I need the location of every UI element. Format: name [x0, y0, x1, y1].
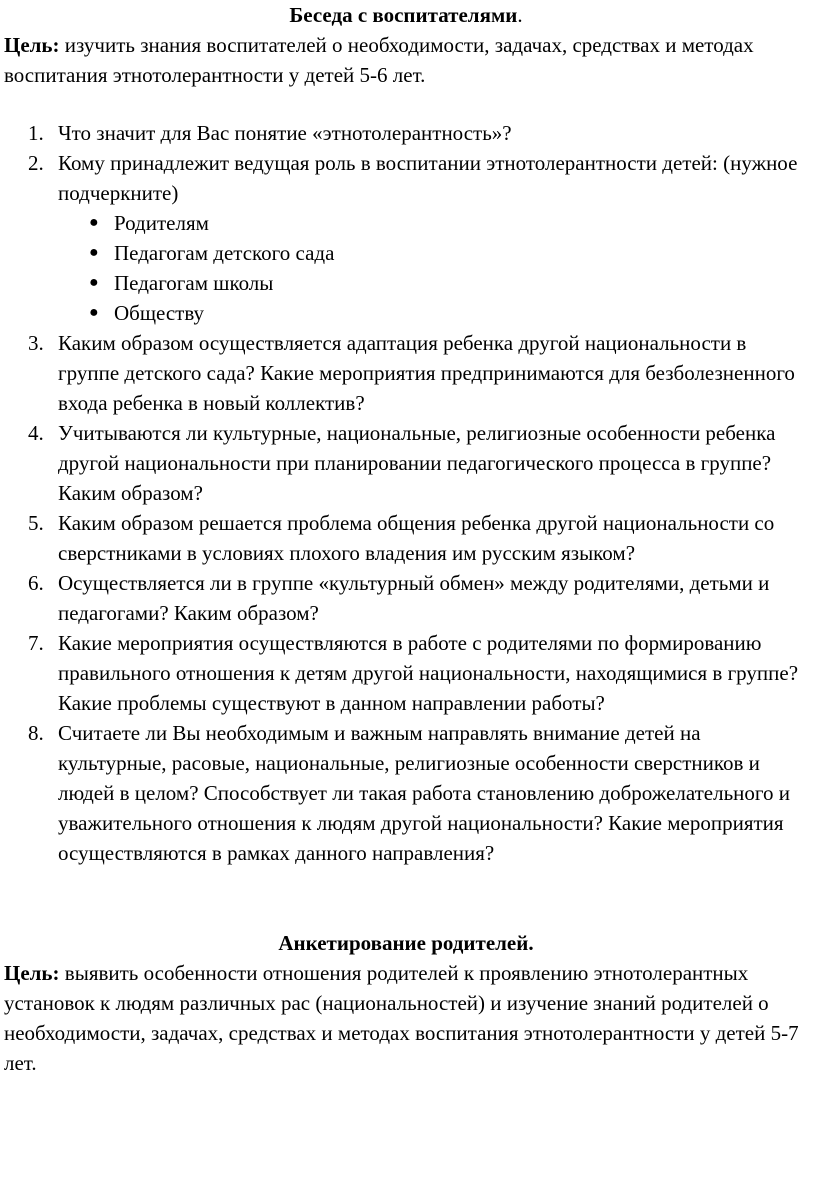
question-number: 6.: [28, 571, 44, 595]
question-number: 5.: [28, 511, 44, 535]
question-text: Считаете ли Вы необходимым и важным направлять внимание детей на культурные, расовые, национальные, религиозные особенности сверстников и людей в целом? Способствует ли такая работа становлению доброжелательного и уважительного отношения к людям другой национальности? Какие мероприятия осуществляются в рамках данного направления?: [58, 721, 790, 865]
question-number: 1.: [28, 121, 44, 145]
bullet-icon: ●: [89, 274, 99, 291]
bullet-icon: ●: [89, 214, 99, 231]
question-number: 2.: [28, 151, 44, 175]
question-item: [4, 718, 808, 868]
goal-paragraph-parents: [4, 958, 808, 1078]
answer-option-text: Педагогам детского сада: [114, 241, 335, 265]
section-title-educators: [4, 0, 808, 30]
goal-text: изучить знания воспитателей о необходимости, задачах, средствах и методах воспитания этнотолерантности у детей 5-6 лет.: [4, 33, 754, 87]
goal-label: Цель:: [4, 961, 60, 985]
question-number: 3.: [28, 331, 44, 355]
question-item: [4, 508, 808, 568]
question-item: [4, 328, 808, 418]
question-item: [4, 628, 808, 718]
goal-text: выявить особенности отношения родителей к проявлению этнотолерантных установок к людям различных рас (национальностей) и изучение знаний родителей о необходимости, задачах, средствах и методах воспитания этнотолерантности у детей 5-7 лет.: [4, 961, 799, 1075]
question-text: Осуществляется ли в группе «культурный обмен» между родителями, детьми и педагогами? Каким образом?: [58, 571, 770, 625]
bullet-icon: ●: [89, 304, 99, 321]
goal-paragraph-educators: [4, 30, 808, 90]
question-text: Каким образом решается проблема общения ребенка другой национальности со сверстниками в условиях плохого владения им русским языком?: [58, 511, 775, 565]
question-number: 8.: [28, 721, 44, 745]
question-text: Какие мероприятия осуществляются в работе с родителями по формированию правильного отношения к детям другой национальности, находящимися в группе? Какие проблемы существуют в данном направлении работы?: [58, 631, 799, 715]
answer-option-text: Педагогам школы: [114, 271, 274, 295]
answer-option: [58, 268, 808, 298]
section-title-parents: Анкетирование родителей.: [278, 931, 534, 955]
answer-option: [58, 238, 808, 268]
bullet-icon: ●: [89, 244, 99, 261]
answer-options-list: [58, 208, 808, 328]
question-text: Что значит для Вас понятие «этнотолерантность»?: [58, 121, 512, 145]
goal-label: Цель:: [4, 33, 60, 57]
question-item: [4, 568, 808, 628]
questions-list: [4, 118, 808, 868]
question-text: Кому принадлежит ведущая роль в воспитании этнотолерантности детей: (нужное подчеркните): [58, 151, 798, 205]
section-title-educators-text: Беседа с воспитателями: [289, 3, 518, 27]
section-title-period: .: [517, 3, 523, 27]
question-item: [4, 148, 808, 328]
answer-option-text: Родителям: [114, 211, 209, 235]
answer-option-text: Обществу: [114, 301, 205, 325]
question-number: 7.: [28, 631, 44, 655]
answer-option: [58, 298, 808, 328]
question-text: Учитываются ли культурные, национальные, религиозные особенности ребенка другой национальности при планировании педагогического процесса в группе? Каким образом?: [58, 421, 776, 505]
question-number: 4.: [28, 421, 44, 445]
question-item: [4, 118, 808, 148]
question-text: Каким образом осуществляется адаптация ребенка другой национальности в группе детского сада? Какие мероприятия предпринимаются для безболезненного входа ребенка в новый коллектив?: [58, 331, 795, 415]
answer-option: [58, 208, 808, 238]
question-item: [4, 418, 808, 508]
